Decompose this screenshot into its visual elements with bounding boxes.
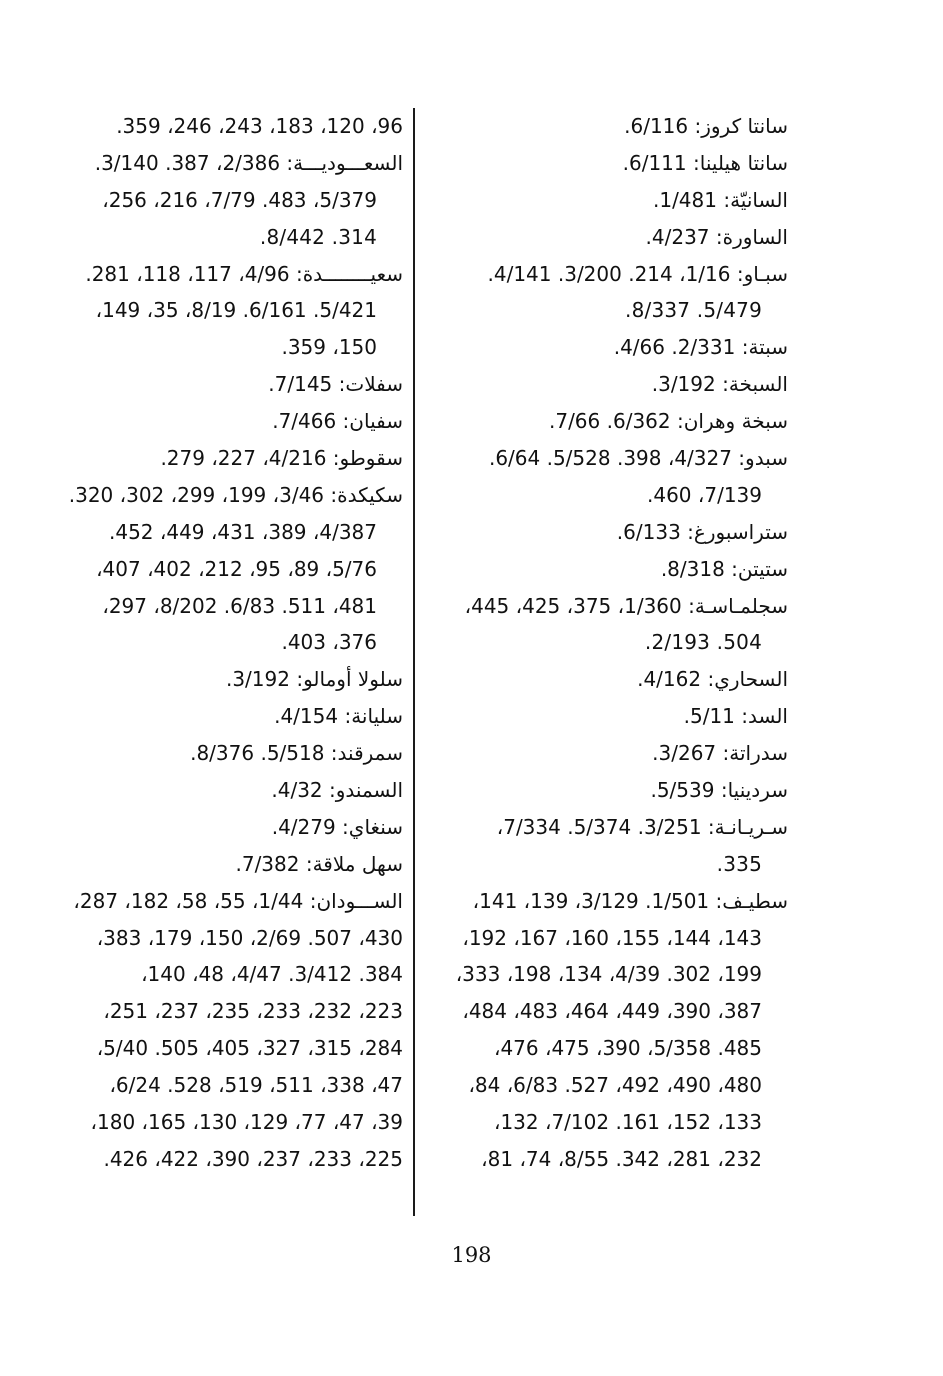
index-entry: 384. 3/412. 4/47، 48، 140،: [141, 962, 403, 987]
index-entry: السمندو: 4/32.: [271, 778, 403, 803]
index-entry-continuation: 199، 302. 4/39، 134، 198، 333،: [455, 962, 762, 987]
index-entry-continuation: 504. 2/193.: [644, 630, 762, 655]
index-entry-continuation: 5/379، 483. 7/79، 216، 256،: [102, 187, 377, 212]
index-entry: 96، 120، 183، 243، 246، 359.: [116, 114, 403, 138]
index-entry: سبدو: 4/327، 398. 5/528. 6/64.: [488, 446, 788, 471]
index-entry-continuation: 387، 390، 449، 464، 483، 484،: [462, 999, 762, 1024]
index-entry: سقوطو: 4/216، 227، 279.: [160, 446, 403, 471]
index-entry: سفلات: 7/145.: [268, 372, 403, 397]
index-entry-continuation: 335.: [716, 851, 762, 876]
index-entry: سردينيا: 5/539.: [650, 778, 788, 803]
index-entry-continuation: 232، 281، 342. 8/55، 74، 81،: [481, 1146, 762, 1171]
index-entry-continuation: 7/139، 460.: [647, 482, 762, 507]
index-entry-continuation: 376، 403.: [281, 630, 377, 655]
index-entry: الساورة: 4/237.: [645, 224, 788, 249]
index-entry: سانتا كروز: 6/116.: [624, 114, 788, 138]
index-entry: سـريـانـة: 3/251. 5/374. 7/334،: [496, 814, 788, 839]
index-entry-continuation: 5/479. 8/337.: [625, 298, 762, 323]
index-entry: سمرقند: 5/518. 8/376.: [190, 741, 403, 766]
index-entry: سفيان: 7/466.: [272, 409, 403, 434]
index-entry-continuation: 480، 490، 492، 527. 6/83، 84،: [468, 1073, 762, 1098]
index-entry: سلولا أومالو: 3/192.: [225, 667, 403, 692]
index-entry: ستيتن: 8/318.: [660, 556, 788, 581]
page-number: 198: [451, 1243, 492, 1267]
column-divider: [413, 108, 415, 1216]
left-index-column: [41, 108, 403, 1178]
index-entry: السعـــوديـــة: 2/386، 387. 3/140.: [94, 150, 403, 175]
index-entry: 225، 233، 237، 390، 422، 426.: [103, 1146, 403, 1171]
index-entry: الســـودان: 1/44، 55، 58، 182، 287،: [73, 888, 403, 913]
index-entry: 284، 315، 327، 405، 505. 5/40،: [96, 1036, 403, 1061]
index-entry: السانيّة: 1/481.: [652, 187, 788, 212]
right-index-column: [426, 108, 788, 1178]
index-entry: السد: 5/11.: [683, 704, 788, 729]
index-entry-continuation: 5/76، 89، 95، 212، 402، 407،: [96, 556, 377, 581]
index-entry: سليانة: 4/154.: [274, 704, 403, 729]
index-entry: سطيـف: 1/501. 3/129، 139، 141،: [472, 888, 788, 913]
index-entry: سهل ملاقة: 7/382.: [235, 851, 403, 876]
index-entry-continuation: 481، 511. 6/83. 8/202، 297،: [102, 593, 377, 618]
index-entry: سكيكدة: 3/46، 199، 299، 302، 320.: [68, 482, 403, 507]
index-entry: 223، 232، 233، 235، 237، 251،: [103, 999, 403, 1024]
index-entry: سدراتة: 3/267.: [652, 741, 788, 766]
index-entry-continuation: 4/387، 389، 431، 449، 452.: [109, 519, 377, 544]
index-entry: السحاري: 4/162.: [637, 667, 788, 692]
index-entry-continuation: 143، 144، 155، 160، 167، 192،: [462, 925, 762, 950]
index-entry-continuation: 150، 359.: [281, 335, 377, 360]
index-entry: سنغاي: 4/279.: [271, 814, 403, 839]
index-entry: 430، 507. 2/69، 150، 179، 383،: [96, 925, 403, 950]
index-entry: سعيــــــــدة: 4/96، 117، 118، 281.: [85, 261, 403, 286]
index-entry: 47، 338، 511، 519، 528. 6/24،: [109, 1073, 403, 1098]
index-entry-continuation: 314. 8/442.: [259, 224, 377, 249]
index-entry: سبخة وهران: 6/362. 7/66.: [548, 409, 788, 434]
index-entry-continuation: 133، 152، 161. 7/102، 132،: [493, 1110, 762, 1135]
index-entry: سانتا هيلينا: 6/111.: [622, 150, 788, 175]
index-entry: سبتة: 2/331. 4/66.: [613, 335, 788, 360]
index-entry-continuation: 5/421. 6/161. 8/19، 35، 149،: [95, 298, 377, 323]
index-entry: سبـاو: 1/16، 214. 3/200. 4/141.: [487, 261, 788, 286]
index-entry: 39، 47، 77، 129، 130، 165، 180،: [90, 1110, 403, 1135]
index-entry: ستراسبورغ: 6/133.: [616, 519, 788, 544]
index-entry: سجلمـاسـة: 1/360، 375، 425، 445،: [464, 593, 788, 618]
index-entry: السبخة: 3/192.: [651, 372, 788, 397]
index-entry-continuation: 485. 5/358، 390، 475، 476،: [493, 1036, 762, 1061]
